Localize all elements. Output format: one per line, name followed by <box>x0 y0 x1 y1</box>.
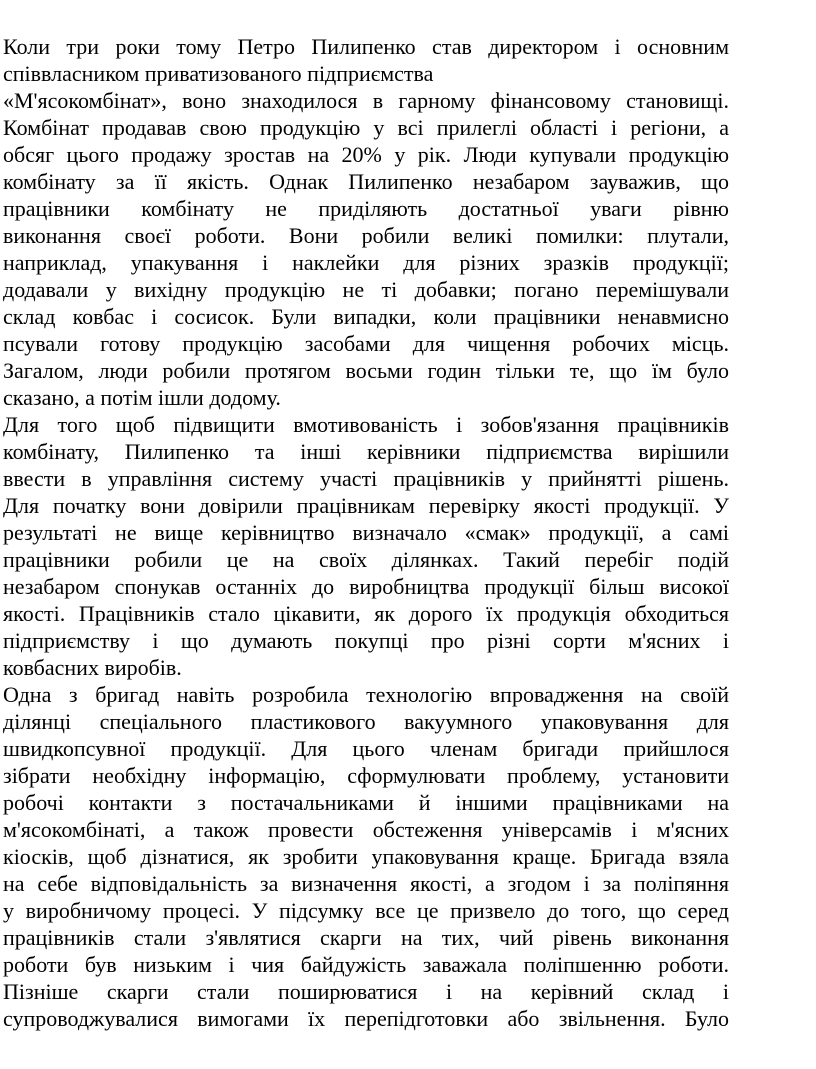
text-line: на себе відповідальність за визначення якості, а згодом і за поліпяння <box>3 871 729 896</box>
text-line: сказано, а потім ішли додому. <box>3 385 281 410</box>
text-line: псували готову продукцію засобами для чищення робочих місць. <box>3 331 729 356</box>
text-line: «М'ясокомбінат», воно знаходилося в гарному фінансовому становищі. <box>3 88 729 113</box>
text-line: ділянці спеціального пластикового вакуумного упаковування для <box>3 709 729 734</box>
text-line: Комбінат продавав свою продукцію у всі прилеглі області і регіони, а <box>3 115 729 140</box>
text-line: ввести в управління систему участі працівників у прийнятті рішень. <box>3 466 729 491</box>
text-line: Для початку вони довірили працівникам перевірку якості продукції. У <box>3 493 729 518</box>
text-line: робочі контакти з постачальниками й іншими працівниками на <box>3 790 729 815</box>
text-line: працівники робили це на своїх ділянках. Такий перебіг подій <box>3 547 729 572</box>
text-line: підприємству і що думають покупці про різні сорти м'ясних і <box>3 628 729 653</box>
text-line: м'ясокомбінаті, а також провести обстеження універсамів і м'ясних <box>3 817 729 842</box>
text-line: кіосків, щоб дізнатися, як зробити упаковування краще. Бригада взяла <box>3 844 729 869</box>
text-line: незабаром спонукав останніх до виробництва продукції більш високої <box>3 574 729 599</box>
text-line: роботи був низьким і чия байдужість заважала поліпшенню роботи. <box>3 952 729 977</box>
document-text <box>3 33 729 1032</box>
text-line: працівників стали з'являтися скарги на тих, чий рівень виконання <box>3 925 729 950</box>
text-line: у виробничому процесі. У підсумку все це призвело до того, що серед <box>3 898 729 923</box>
text-line: результаті не вище керівництво визначало «смак» продукції, а самі <box>3 520 729 545</box>
text-line: співвласником приватизованого підприємства <box>3 61 434 86</box>
text-line: комбінату, Пилипенко та інші керівники підприємства вирішили <box>3 439 729 464</box>
text-line: Для того щоб підвищити вмотивованість і зобов'язання працівників <box>3 412 729 437</box>
text-line: ковбасних виробів. <box>3 655 182 680</box>
text-line: зібрати необхідну інформацію, сформулювати проблему, установити <box>3 763 729 788</box>
text-line: Коли три роки тому Петро Пилипенко став директором і основним <box>3 34 729 59</box>
text-line: додавали у вихідну продукцію не ті добавки; погано перемішували <box>3 277 729 302</box>
text-line: працівники комбінату не приділяють достатньої уваги рівню <box>3 196 729 221</box>
text-line: виконання своєї роботи. Вони робили великі помилки: плутали, <box>3 223 729 248</box>
text-line: Загалом, люди робили протягом восьми годин тільки те, що їм було <box>3 358 729 383</box>
text-line: обсяг цього продажу зростав на 20% у рік. Люди купували продукцію <box>3 142 729 167</box>
text-line: швидкопсувної продукції. Для цього членам бригади прийшлося <box>3 736 729 761</box>
text-line: Одна з бригад навіть розробила технологію впровадження на своїй <box>3 682 729 707</box>
text-line: наприклад, упакування і наклейки для різних зразків продукції; <box>3 250 729 275</box>
text-line: якості. Працівників стало цікавити, як дорого їх продукція обходиться <box>3 601 729 626</box>
text-line: Пізніше скарги стали поширюватися і на керівний склад і <box>3 979 729 1004</box>
text-line: комбінату за її якість. Однак Пилипенко незабаром зауважив, що <box>3 169 729 194</box>
text-line: супроводжувалися вимогами їх перепідготовки або звільнення. Було <box>3 1006 729 1031</box>
text-line: склад ковбас і сосисок. Були випадки, коли працівники ненавмисно <box>3 304 729 329</box>
